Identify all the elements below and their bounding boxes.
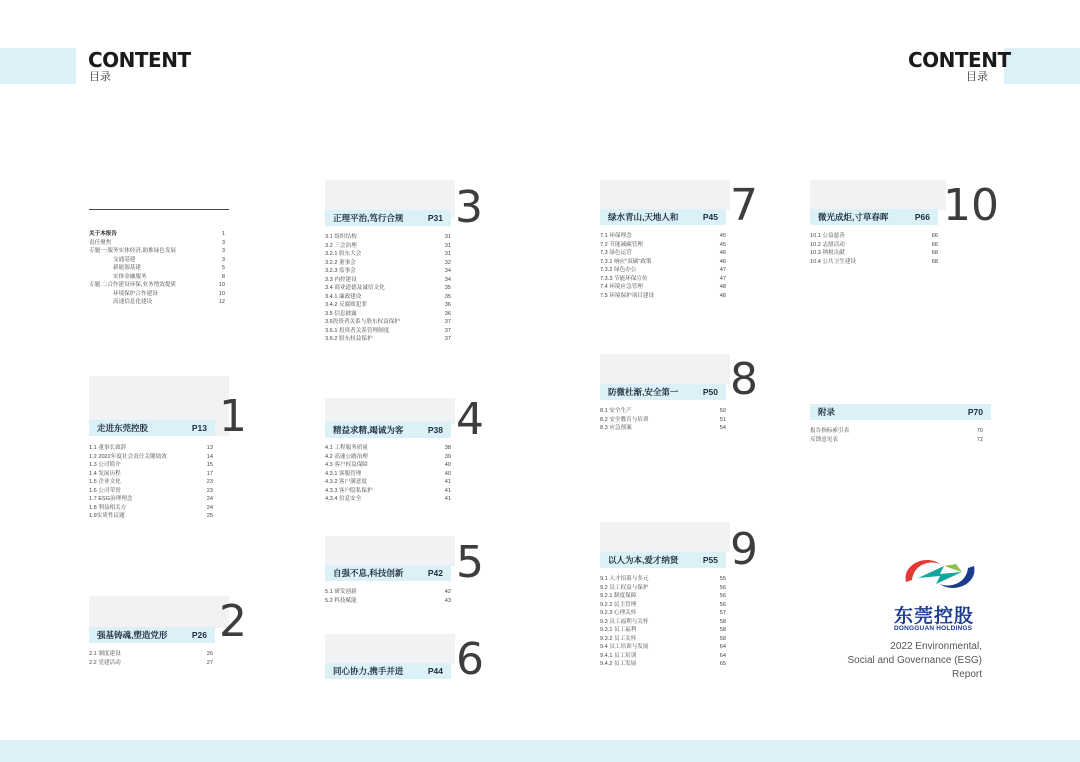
section-1-row-page: 15: [206, 462, 213, 468]
intro-row-page: 3: [221, 248, 225, 254]
section-title: 防微杜渐,安全第一: [608, 387, 679, 397]
section-title: 正理平治,笃行合规: [333, 213, 404, 223]
header-band-left: [0, 48, 76, 84]
section-8-header[interactable]: [600, 384, 726, 400]
section-8-row-page: 50: [719, 408, 726, 414]
intro-row-page: 10: [218, 290, 225, 297]
appendix-row-page: 70: [976, 428, 983, 434]
section-3-row-label: 3.2.1 股东大会: [325, 251, 362, 257]
report-title-line-3: Report: [951, 669, 982, 680]
section-7-row-label: 7.3.1 响应"双碳"政策: [600, 258, 652, 265]
section-10-row-label: 10.2 志愿活动: [810, 241, 845, 248]
section-1-row-label: 1.6 公司荣誉: [89, 487, 121, 494]
section-9-row-page: 65: [719, 661, 726, 667]
section-9-header[interactable]: [600, 552, 726, 568]
header-band-right: [1004, 48, 1080, 84]
section-10-shade: [810, 180, 946, 210]
section-title: 同心协力,携手并进: [333, 666, 404, 676]
section-page: P13: [191, 423, 207, 433]
intro-row-label: 环境保护合作建设: [113, 290, 158, 297]
section-3-row-page: 36: [444, 302, 451, 308]
section-7-row-label: 7.5 环境保护项目建设: [600, 292, 655, 299]
section-3-row-label: 3.4.2 反腐败犯罪: [325, 302, 367, 308]
section-1-row-page: 25: [206, 513, 213, 519]
intro-row[interactable]: [89, 290, 225, 299]
section-1-row-label: 1.9实质性议题: [89, 513, 125, 519]
section-2-toc: [89, 650, 213, 667]
section-6-header[interactable]: [325, 663, 451, 679]
intro-row[interactable]: [89, 230, 225, 239]
section-number: 4: [456, 394, 484, 445]
section-3-row-label: 3.6.1 投资者关系管理制度: [325, 327, 390, 334]
section-3-row[interactable]: [325, 335, 451, 344]
section-title: 强基铸魂,塑造党形: [97, 630, 168, 640]
appendix-title: 附录: [818, 407, 836, 417]
section-1-row[interactable]: [89, 461, 213, 470]
footer-band: [0, 740, 1080, 762]
section-3-row-label: 3.4 商业道德及诚信文化: [325, 285, 385, 291]
section-5-row-page: 43: [444, 597, 451, 604]
intro-row[interactable]: [89, 247, 225, 256]
section-3-row[interactable]: [325, 327, 451, 336]
section-9-row[interactable]: [600, 643, 726, 652]
intro-row-page: 5: [221, 265, 225, 271]
section-7-header[interactable]: [600, 209, 726, 225]
section-7-row-label: 7.3 绿色运营: [600, 250, 632, 256]
section-10-row[interactable]: [810, 232, 938, 241]
section-10-row-page: 68: [931, 250, 938, 256]
section-9-row-label: 9.4.2 员工发展: [600, 661, 637, 667]
section-7-row-page: 48: [719, 292, 726, 299]
section-7-row-label: 7.3.2 绿色办公: [600, 267, 637, 273]
section-5-row-label: 5.1 研发创新: [325, 589, 357, 595]
section-9-row[interactable]: [600, 626, 726, 635]
section-7-row[interactable]: [600, 232, 726, 241]
section-1-row[interactable]: [89, 504, 213, 513]
section-8-row-label: 8.2 安全教育与培训: [600, 416, 649, 423]
section-10-row[interactable]: [810, 249, 938, 258]
section-3-row[interactable]: [325, 318, 451, 327]
section-7-row-page: 45: [719, 233, 726, 239]
section-4-row-label: 4.3.4 信息安全: [325, 496, 362, 502]
section-4-row-page: 41: [444, 496, 451, 502]
intro-row-page: 8: [221, 273, 225, 280]
section-9-row[interactable]: [600, 592, 726, 601]
intro-row-label: 专题二:合作建设环保,业务增效提质: [89, 282, 177, 288]
appendix-row-page: 72: [976, 436, 983, 443]
section-title: 微光成炬,寸草春晖: [818, 212, 889, 222]
section-3-row[interactable]: [325, 259, 451, 268]
section-4-row-label: 4.1 工程服务质量: [325, 445, 368, 451]
section-7-row[interactable]: [600, 275, 726, 284]
section-1-row[interactable]: [89, 495, 213, 504]
section-9-row[interactable]: [600, 584, 726, 593]
section-1-row[interactable]: [89, 453, 213, 462]
section-2-header[interactable]: [89, 627, 215, 643]
section-1-row-page: 13: [206, 445, 213, 451]
logo-chinese-name: 东莞控股: [894, 605, 975, 627]
section-1-row-label: 1.2 2022年度社会责任关键绩效: [89, 453, 167, 460]
section-10-row-page: 68: [931, 258, 938, 265]
intro-rule: [89, 209, 229, 210]
section-2-row-label: 2.2 党建活动: [89, 659, 121, 666]
section-5-row-page: 42: [444, 589, 451, 595]
section-7-toc: [600, 232, 726, 300]
section-8-row[interactable]: [600, 416, 726, 425]
section-2-row[interactable]: [89, 659, 213, 668]
intro-row-page: 3: [221, 239, 225, 246]
section-4-row[interactable]: [325, 453, 451, 462]
section-8-row-label: 8.3 应急预案: [600, 425, 632, 431]
section-3-row-page: 35: [444, 293, 451, 300]
section-9-row-page: 64: [719, 644, 726, 650]
content-subtitle-right: 目录: [966, 71, 988, 83]
logo-mark-icon: [900, 552, 980, 596]
section-1-row-page: 23: [206, 487, 213, 494]
section-4-header[interactable]: [325, 422, 451, 438]
section-2-shade: [89, 596, 229, 628]
section-3-row-page: 32: [444, 259, 451, 266]
section-3-row-label: 3.6投资者关系与股东权益保护: [325, 319, 400, 325]
section-7-row-label: 7.1 环保理念: [600, 233, 632, 239]
section-page: P50: [702, 387, 718, 397]
section-3-row-label: 3.2.3 监事会: [325, 268, 356, 274]
section-3-row-label: 3.4.1 廉政建设: [325, 293, 362, 300]
section-3-toc: [325, 233, 451, 344]
section-8-row[interactable]: [600, 407, 726, 416]
section-1-row-label: 1.4 发展历程: [89, 470, 121, 477]
section-number: 7: [730, 180, 758, 231]
section-3-row-label: 3.6.2 股东权益保护: [325, 336, 373, 342]
section-page: P31: [427, 213, 443, 223]
section-10-row-label: 10.4 公共卫生建设: [810, 258, 857, 265]
section-3-row[interactable]: [325, 242, 451, 251]
section-3-row-page: 36: [444, 310, 451, 317]
section-3-row-page: 31: [444, 242, 451, 249]
intro-row[interactable]: [89, 264, 225, 273]
section-5-header[interactable]: [325, 565, 451, 581]
intro-row[interactable]: [89, 281, 225, 290]
intro-row-label: 交通基建: [113, 256, 136, 263]
section-5-toc: [325, 588, 451, 605]
section-9-row[interactable]: [600, 635, 726, 644]
appendix-header[interactable]: [810, 404, 991, 420]
section-4-row-label: 4.3.3 客户隐私保护: [325, 487, 373, 494]
content-title-right: CONTENT: [908, 48, 1011, 72]
section-number: 10: [943, 180, 999, 231]
section-9-row-page: 56: [719, 593, 726, 599]
section-number: 2: [219, 596, 247, 647]
section-title: 精益求精,竭诚为客: [333, 425, 404, 435]
section-4-row-page: 40: [444, 470, 451, 477]
content-title-left: CONTENT: [88, 48, 191, 72]
section-1-row-page: 24: [206, 504, 213, 511]
intro-row-label: 高速信息化建设: [113, 299, 153, 305]
intro-row-label: 实体金融服务: [113, 273, 147, 280]
section-3-header[interactable]: [325, 210, 451, 226]
section-9-row[interactable]: [600, 601, 726, 610]
intro-row[interactable]: [89, 273, 225, 282]
section-3-row-page: 37: [444, 319, 451, 325]
section-6-shade: [325, 634, 455, 664]
report-title-line-2: Social and Governance (ESG): [847, 655, 982, 666]
section-3-row-page: 37: [444, 327, 451, 334]
section-4-row[interactable]: [325, 470, 451, 479]
section-1-row[interactable]: [89, 478, 213, 487]
section-7-row-page: 48: [719, 284, 726, 290]
appendix-row-label: 反馈意见表: [810, 436, 838, 443]
section-3-row[interactable]: [325, 233, 451, 242]
section-8-row-page: 51: [719, 416, 726, 423]
appendix-toc: [810, 427, 983, 444]
section-1-row-page: 17: [206, 470, 213, 477]
section-4-row[interactable]: [325, 461, 451, 470]
section-page: P66: [914, 212, 930, 222]
section-1-header[interactable]: [89, 420, 215, 436]
section-7-row-page: 46: [719, 250, 726, 256]
section-1-row-label: 1.5 企业文化: [89, 479, 121, 485]
section-8-toc: [600, 407, 726, 433]
section-1-row-label: 1.8 利益相关方: [89, 504, 127, 511]
section-page: P44: [427, 666, 443, 676]
section-number: 9: [730, 524, 758, 575]
section-3-row-label: 3.3 内控建设: [325, 276, 357, 283]
section-4-row-page: 39: [444, 453, 451, 460]
intro-row-page: 10: [218, 282, 225, 288]
section-7-row-page: 47: [719, 275, 726, 282]
section-9-row[interactable]: [600, 575, 726, 584]
section-9-row-label: 9.3 员工福利与关怀: [600, 618, 649, 625]
section-page: P38: [427, 425, 443, 435]
section-number: 8: [730, 354, 758, 405]
appendix-row-label: 报告指标索引表: [810, 428, 850, 434]
section-4-row[interactable]: [325, 495, 451, 504]
section-10-toc: [810, 232, 938, 266]
section-9-row-label: 9.4 员工培训与发展: [600, 644, 649, 650]
section-1-row[interactable]: [89, 512, 213, 521]
section-9-row-label: 9.3.1 员工福利: [600, 627, 637, 633]
section-3-row-label: 3.1 组织结构: [325, 234, 357, 240]
section-4-row-label: 4.3 客户权益保障: [325, 462, 368, 468]
section-title: 走进东莞控股: [97, 423, 149, 433]
section-3-row-label: 3.2 三会治理: [325, 242, 357, 249]
section-7-row[interactable]: [600, 292, 726, 301]
section-4-row-page: 38: [444, 445, 451, 451]
section-10-header[interactable]: [810, 209, 938, 225]
section-number: 5: [456, 537, 484, 588]
section-3-row-label: 3.5 信息披露: [325, 310, 357, 317]
section-10-row[interactable]: [810, 241, 938, 250]
section-1-row-label: 1.7 ESG治理理念: [89, 496, 133, 502]
intro-row[interactable]: [89, 298, 225, 307]
section-page: P26: [191, 630, 207, 640]
section-4-shade: [325, 398, 455, 424]
section-10-row[interactable]: [810, 258, 938, 267]
section-1-row-label: 1.3 公司简介: [89, 462, 121, 468]
section-9-row-label: 9.2 员工权益与保护: [600, 584, 649, 591]
intro-row-label: 新能源基建: [113, 265, 141, 271]
section-7-shade: [600, 180, 730, 210]
section-5-row[interactable]: [325, 597, 451, 606]
appendix-row[interactable]: [810, 436, 983, 445]
section-3-row-page: 37: [444, 336, 451, 342]
intro-row-page: 12: [218, 299, 225, 305]
section-1-row-label: 1.1 董事长致辞: [89, 445, 127, 451]
section-2-row-page: 27: [206, 659, 213, 666]
section-9-row-page: 56: [719, 601, 726, 608]
section-1-row[interactable]: [89, 470, 213, 479]
content-subtitle-left: 目录: [89, 71, 111, 83]
logo-english-name: DONGGUAN HOLDINGS: [894, 625, 973, 632]
section-8-shade: [600, 354, 730, 384]
section-8-row[interactable]: [600, 424, 726, 433]
section-3-row-page: 35: [444, 285, 451, 291]
section-5-row-label: 5.2 科技赋能: [325, 597, 357, 604]
section-4-row-label: 4.3.1 客服管理: [325, 470, 362, 477]
section-9-shade: [600, 522, 730, 552]
section-3-row-label: 3.2.2 董事会: [325, 259, 356, 266]
section-7-row-label: 7.3.3 节能环保宣传: [600, 275, 648, 282]
section-3-row[interactable]: [325, 276, 451, 285]
section-9-row-page: 58: [719, 635, 726, 642]
section-2-row[interactable]: [89, 650, 213, 659]
section-9-row-label: 9.1 人才招募与多元: [600, 576, 649, 582]
section-9-row[interactable]: [600, 652, 726, 661]
section-number: 6: [456, 634, 484, 685]
section-3-row[interactable]: [325, 301, 451, 310]
section-3-row[interactable]: [325, 293, 451, 302]
appendix-row[interactable]: [810, 427, 983, 436]
appendix-page: P70: [967, 407, 983, 417]
section-3-row[interactable]: [325, 284, 451, 293]
section-10-row-page: 66: [931, 233, 938, 239]
section-page: P55: [702, 555, 718, 565]
report-title-line-1: 2022 Environmental,: [890, 641, 982, 652]
section-1-toc: [89, 444, 213, 521]
section-7-row-label: 7.2 节能减碳管理: [600, 241, 643, 248]
section-5-shade: [325, 536, 455, 566]
section-7-row-page: 47: [719, 267, 726, 273]
section-4-row-label: 4.2 高速公路治理: [325, 453, 368, 460]
section-10-row-page: 66: [931, 241, 938, 248]
section-8-row-label: 8.1 安全生产: [600, 408, 632, 414]
section-4-row[interactable]: [325, 444, 451, 453]
section-1-row-page: 14: [206, 453, 213, 460]
section-7-row-page: 46: [719, 258, 726, 265]
section-9-toc: [600, 575, 726, 669]
section-3-row-page: 31: [444, 234, 451, 240]
section-title: 以人为本,爱才纳贤: [608, 555, 679, 565]
section-4-row[interactable]: [325, 478, 451, 487]
section-9-row-label: 9.2.3 心理关怀: [600, 610, 637, 616]
section-7-row[interactable]: [600, 283, 726, 292]
section-8-row-page: 54: [719, 425, 726, 431]
intro-toc: [89, 230, 225, 307]
section-9-row-label: 9.3.2 员工关怀: [600, 635, 637, 642]
section-3-row-page: 31: [444, 251, 451, 257]
intro-row[interactable]: [89, 256, 225, 265]
section-4-row-page: 41: [444, 479, 451, 485]
intro-row-label: 责任聚焦: [89, 239, 112, 246]
section-4-row[interactable]: [325, 487, 451, 496]
intro-row-page: 1: [221, 231, 225, 237]
section-4-row-label: 4.3.2 客户满意度: [325, 479, 367, 485]
section-4-row-page: 40: [444, 462, 451, 468]
intro-row[interactable]: [89, 239, 225, 248]
section-9-row-page: 64: [719, 652, 726, 659]
section-9-row[interactable]: [600, 618, 726, 627]
section-10-row-label: 10.1 公益慈善: [810, 233, 845, 239]
section-9-row-page: 58: [719, 618, 726, 625]
section-4-toc: [325, 444, 451, 504]
section-number: 3: [455, 182, 483, 233]
section-9-row-label: 9.2.1 制度保障: [600, 593, 637, 599]
section-9-row-page: 57: [719, 610, 726, 616]
section-9-row-label: 9.4.1 员工培训: [600, 652, 637, 659]
intro-row-label: 专题一:服务实体经济,助推绿色发展: [89, 248, 177, 254]
section-title: 自强不息,科技创新: [333, 568, 404, 578]
section-4-row-page: 41: [444, 487, 451, 494]
section-1-row-page: 23: [206, 479, 213, 485]
section-3-row[interactable]: [325, 267, 451, 276]
section-7-row[interactable]: [600, 266, 726, 275]
intro-row-label: 关于本报告: [89, 231, 117, 237]
section-7-row[interactable]: [600, 241, 726, 250]
section-3-row-page: 34: [444, 276, 451, 283]
section-3-row[interactable]: [325, 310, 451, 319]
section-10-row-label: 10.3 纳税贡献: [810, 250, 845, 256]
section-7-row-label: 7.4 环境应急管理: [600, 284, 643, 290]
section-2-row-page: 26: [206, 651, 213, 657]
section-3-row[interactable]: [325, 250, 451, 259]
section-3-row-page: 34: [444, 268, 451, 274]
section-page: P45: [702, 212, 718, 222]
intro-row-page: 3: [221, 256, 225, 263]
section-number: 1: [219, 391, 247, 442]
section-7-row[interactable]: [600, 258, 726, 267]
section-5-row[interactable]: [325, 588, 451, 597]
section-1-row[interactable]: [89, 444, 213, 453]
section-9-row[interactable]: [600, 609, 726, 618]
section-9-row-page: 55: [719, 576, 726, 582]
section-7-row-page: 45: [719, 241, 726, 248]
section-9-row-page: 56: [719, 584, 726, 591]
section-9-row-label: 9.2.2 民主管理: [600, 601, 637, 608]
section-1-row-page: 24: [206, 496, 213, 502]
section-page: P42: [427, 568, 443, 578]
section-9-row[interactable]: [600, 660, 726, 669]
section-7-row[interactable]: [600, 249, 726, 258]
section-9-row-page: 58: [719, 627, 726, 633]
section-title: 绿水青山,天地人和: [608, 212, 679, 222]
company-logo: [900, 552, 980, 596]
section-2-row-label: 2.1 制度建设: [89, 651, 121, 657]
section-1-row[interactable]: [89, 487, 213, 496]
